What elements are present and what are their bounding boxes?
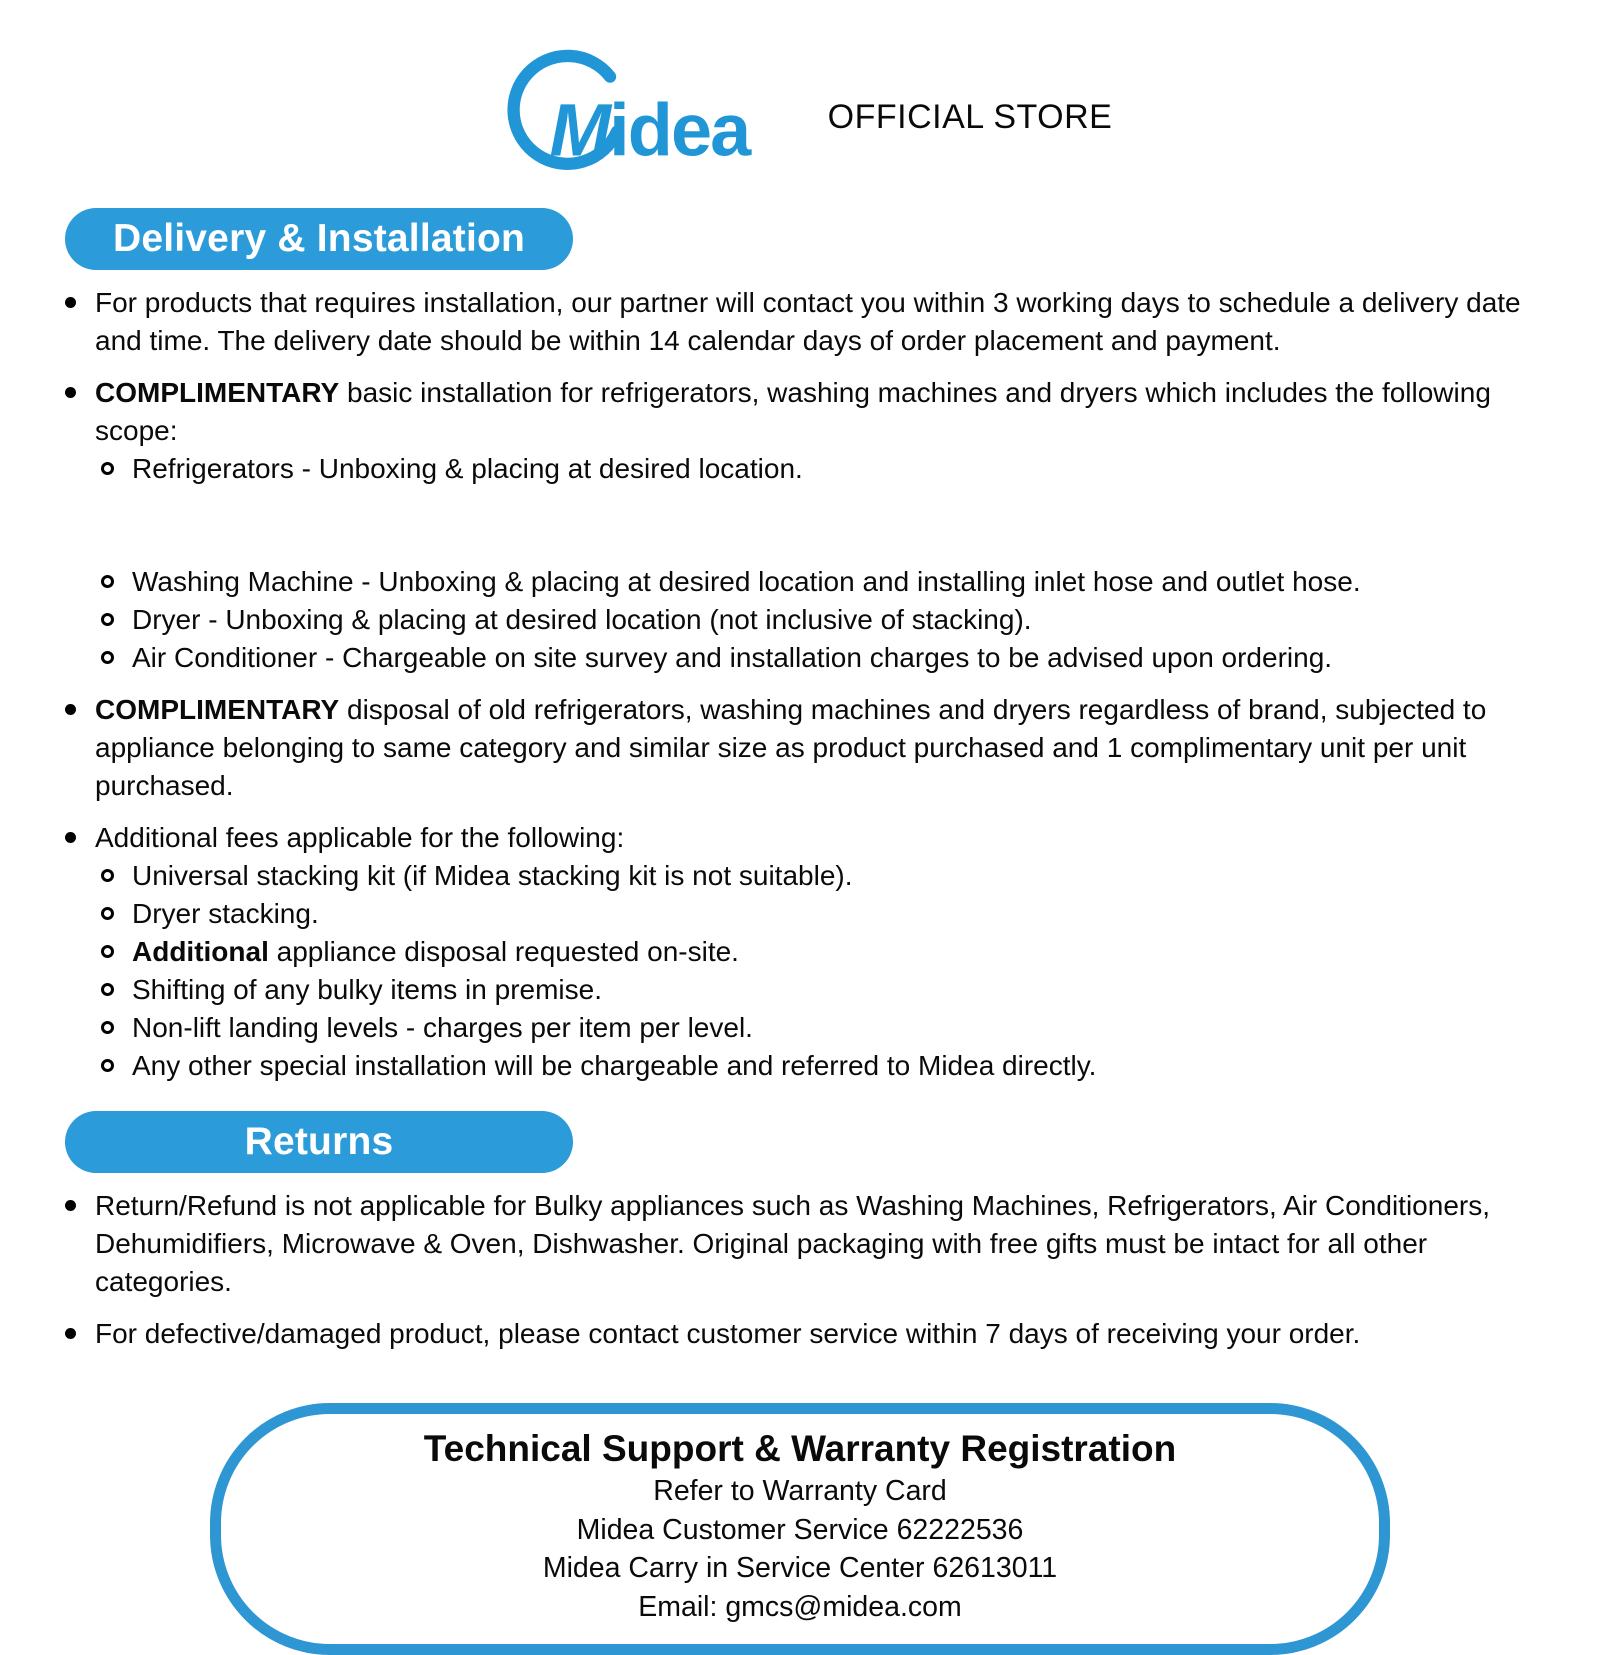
support-box-line: Refer to Warranty Card [653, 1475, 947, 1507]
text-segment: For defective/damaged product, please contact customer service within 7 days of receiving your order. [95, 1318, 1361, 1349]
text-segment: appliance disposal requested on-site. [268, 936, 739, 967]
bullet-ring-icon [101, 575, 114, 588]
bullet-dot-icon [65, 297, 76, 308]
section-header-returns: Returns [65, 1111, 573, 1173]
text-segment: COMPLIMENTARY [95, 694, 340, 725]
sub-list-item [101, 933, 1540, 971]
bullet-ring-icon [101, 983, 114, 996]
list-item [65, 374, 1540, 677]
text-segment: Refrigerators - Unboxing & placing at desired location. [132, 453, 803, 484]
bullet-ring-icon [101, 945, 114, 958]
list-item [65, 819, 1540, 1085]
text-segment: basic installation for refrigerators, washing machines and dryers which includes the following scope: [95, 377, 1491, 446]
list-item [65, 691, 1540, 805]
bullet-ring-icon [101, 1059, 114, 1072]
bullet-dot-icon [65, 704, 76, 715]
sub-list-item [101, 450, 1540, 488]
text-segment: Any other special installation will be chargeable and referred to Midea directly. [132, 1050, 1097, 1081]
bullet-dot-icon [65, 832, 76, 843]
sub-list-item-text [132, 857, 1540, 895]
bullet-ring-icon [101, 1021, 114, 1034]
text-segment: Washing Machine - Unboxing & placing at desired location and installing inlet hose and outlet hose. [132, 566, 1361, 597]
text-segment: For products that requires installation, our partner will contact you within 3 working days to schedule a delivery date and time. The delivery date should be within 14 calendar days of order placement and payment. [95, 287, 1521, 356]
bullet-ring-icon [101, 869, 114, 882]
returns-list [65, 1187, 1540, 1353]
sub-list-item [101, 857, 1540, 895]
sub-list-item-text [132, 971, 1540, 1009]
sub-list-item-text [132, 563, 1540, 601]
text-segment: Air Conditioner - Chargeable on site survey and installation charges to be advised upon ordering. [132, 642, 1333, 673]
sub-list-item [101, 639, 1540, 677]
sub-list-item [101, 1047, 1540, 1085]
sub-list-item-text [132, 1047, 1540, 1085]
text-segment: Dryer stacking. [132, 898, 319, 929]
list-item [65, 1315, 1540, 1353]
midea-logo-icon [488, 36, 808, 178]
sub-list-item [101, 895, 1540, 933]
bullet-dot-icon [65, 387, 76, 398]
sub-list-item-text [132, 601, 1540, 639]
list-item [65, 284, 1540, 360]
sub-list-item [101, 1009, 1540, 1047]
text-segment: disposal of old refrigerators, washing machines and dryers regardless of brand, subjected to appliance belonging to same category and similar size as product purchased and 1 complimentary unit per unit purchased. [95, 694, 1487, 801]
text-segment: Dryer - Unboxing & placing at desired location (not inclusive of stacking). [132, 604, 1032, 635]
list-item-text [95, 1187, 1540, 1301]
store-header [0, 36, 1600, 178]
bullet-dot-icon [65, 1328, 76, 1339]
text-segment: COMPLIMENTARY [95, 377, 340, 408]
sub-list-item [101, 563, 1540, 601]
official-store-label: OFFICIAL STORE [827, 98, 1113, 136]
text-segment: Additional fees applicable for the following: [95, 822, 625, 853]
support-box-line: Email: gmcs@midea.com [638, 1590, 962, 1623]
bullet-ring-icon [101, 462, 114, 475]
logo-wordmark: Midea [549, 88, 749, 172]
text-segment: Additional [132, 936, 269, 967]
list-item-text [95, 819, 1540, 1085]
bullet-ring-icon [101, 907, 114, 920]
sub-list-item-text [132, 450, 1540, 488]
list-item-text [95, 691, 1540, 805]
bullet-ring-icon [101, 651, 114, 664]
sub-list-item [101, 601, 1540, 639]
support-box-line: Midea Customer Service 62222536 [576, 1513, 1024, 1546]
sub-list-item-text [132, 895, 1540, 933]
sub-list [95, 450, 1540, 677]
sub-list [95, 857, 1540, 1085]
delivery-installation-list [65, 284, 1540, 1085]
text-segment: Universal stacking kit (if Midea stacking kit is not suitable). [132, 860, 853, 891]
sub-list-item-text [132, 639, 1540, 677]
text-segment: Non-lift landing levels - charges per item per level. [132, 1012, 753, 1043]
text-segment: Return/Refund is not applicable for Bulky appliances such as Washing Machines, Refrigerators, Air Conditioners, Dehumidifiers, Microwave & Oven, Dishwasher. Original packaging with free gifts must be intact for all other categories. [95, 1190, 1490, 1297]
section-header-delivery-installation: Delivery & Installation [65, 208, 573, 270]
sub-list-item-text [132, 1009, 1540, 1047]
sub-list-item [101, 971, 1540, 1009]
support-box-line: Midea Carry in Service Center 62613011 [542, 1552, 1058, 1584]
bullet-ring-icon [101, 613, 114, 626]
support-warranty-box [210, 1403, 1390, 1655]
list-item-text [95, 374, 1540, 677]
sub-list-item-text [132, 933, 1540, 971]
bullet-dot-icon [65, 1200, 76, 1211]
list-item-text [95, 1315, 1540, 1353]
list-item [65, 1187, 1540, 1301]
list-item-text [95, 284, 1540, 360]
support-box-title: Technical Support & Warranty Registration [423, 1428, 1177, 1469]
text-segment: Shifting of any bulky items in premise. [132, 974, 602, 1005]
